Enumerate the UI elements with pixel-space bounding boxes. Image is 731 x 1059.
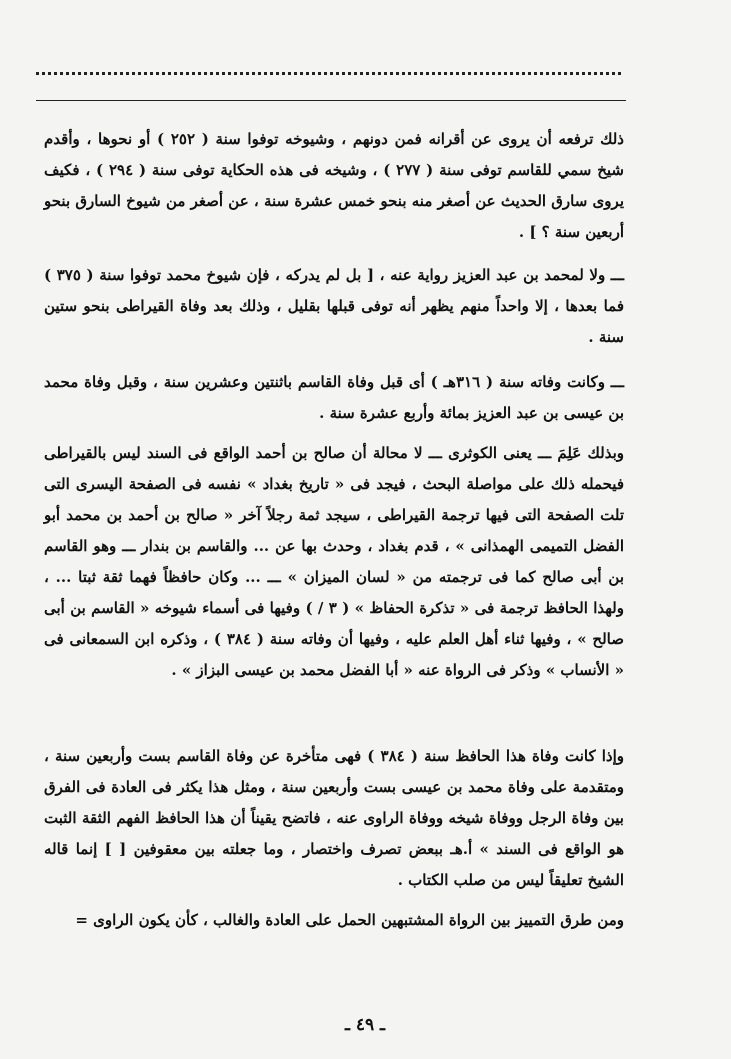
paragraph-1 <box>44 124 624 248</box>
paragraph-text: ـــ ولا لمحمد بن عبد العزيز رواية عنه ، [ بل لم يدركه ، فإن شيوخ محمد توفوا سنة ( ٣٧٥ ) فما بعدها ، إلا واحداً منهم يظهر أنه توفى قبلها بقليل ، وذلك بعد وفاة القيراطى بنحو ستين سنة . <box>44 266 624 346</box>
paragraph-5 <box>44 741 624 896</box>
paragraph-text: ـــ وكانت وفاته سنة ( ٣١٦هـ ) أى قبل وفاة القاسم باثنتين وعشرين سنة ، وقبل وفاة محمد بن عيسى بن عبد العزيز بمائة وأربع عشرة سنة . <box>44 373 624 422</box>
page-number: ـ ٤٩ ـ <box>344 1015 386 1035</box>
paragraph-text: وإذا كانت وفاة هذا الحافظ سنة ( ٣٨٤ ) فهى متأخرة عن وفاة القاسم بست وأربعين سنة ، ومتقدمة على وفاة محمد بن عيسى بست وأربعين سنة ، ومثل هذا يكثر فى العادة فى الفرق بين وفاة الرجل ووفاة شيخه ووفاة الراوى عنه ، فاتضح يقيناً أن هذا الحافظ الفهم الثقة الثبت هو الواقع فى السند » أ.هـ ببعض تصرف واختصار ، وما جعلته بين معقوفين [ ] إنما قاله الشيخ تعليقاً ليس من صلب الكتاب . <box>44 747 624 889</box>
header-solid-rule <box>36 100 626 101</box>
paragraph-6 <box>30 905 624 936</box>
header-dotted-rule <box>36 72 621 75</box>
paragraph-text: وبذلك عَلِمَ ـــ يعنى الكوثرى ـــ لا محالة أن صالح بن أحمد الواقع فى السند ليس بالقيراطى فيحمله ذلك على مواصلة البحث ، فيجد فى « تاريخ بغداد » نفسه فى الصفحة اليسرى التى تلت الصفحة التى فيها ترجمة القيراطى ، سيجد ثمة رجلاً آخر « صالح بن أحمد بن محمد أبو الفضل التميمى الهمذانى » ، قدم بغداد ، وحدث بها عن ... والقاسم بن بندار ـــ وهو القاسم بن أبى صالح كما فى ترجمته من « لسان الميزان » ـــ ... وكان حافظاً فهما ثقة ثبتا ... ، ولهذا الحافظ ترجمة فى « تذكرة الحفاظ » ( ٣ / ) وفيها فى أسماء شيوخه « القاسم بن أبى صالح » ، وفيها ثناء أهل العلم عليه ، وفيها أن وفاته سنة ( ٣٨٤ ) ، وذكره ابن السمعانى فى « الأنساب » وذكر فى الرواة عنه « أبا الفضل محمد بن عيسى البزاز » . <box>44 444 624 679</box>
paragraph-4 <box>44 438 624 686</box>
paragraph-text: ذلك ترفعه أن يروى عن أقرانه فمن دونهم ، وشيوخه توفوا سنة ( ٢٥٢ ) أو نحوها ، وأقدم شيخ سمي للقاسم توفى سنة ( ٢٧٧ ) ، وشيخه فى هذه الحكاية توفى سنة ( ٢٩٤ ) ، فكيف يروى سارق الحديث عن أصغر منه بنحو خمس عشرة سنة ، عن أصغر من شيوخ السارق بنحو أربعين سنة ؟ ] . <box>44 130 624 241</box>
paragraph-3 <box>44 367 624 429</box>
paragraph-2 <box>44 260 624 353</box>
paragraph-text: ومن طرق التمييز بين الرواة المشتبهين الحمل على العادة والغالب ، كأن يكون الراوى = <box>75 911 624 929</box>
